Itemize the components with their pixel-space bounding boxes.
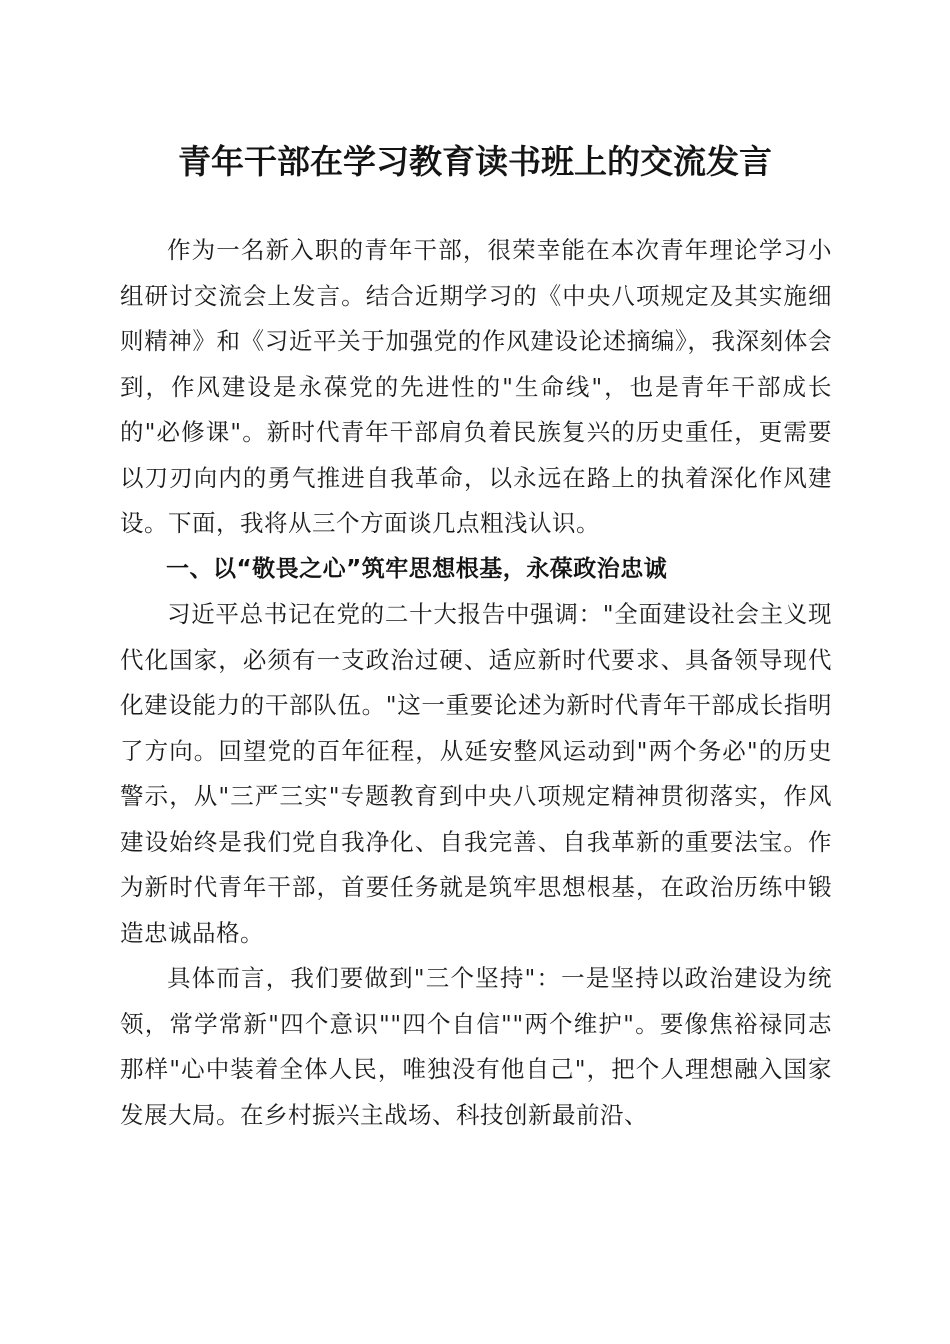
- paragraph-section1-1: 习近平总书记在党的二十大报告中强调："全面建设社会主义现代化国家，必须有一支政治过硬、适应新时代要求、具备领导现代化建设能力的干部队伍。"这一重要论述为新时代青年干部成长指明了方向。回望党的百年征程，从延安整风运动到"两个务必"的历史警示，从"三严三实"专题教育到中央八项规定精神贯彻落实，作风建设始终是我们党自我净化、自我完善、自我革新的重要法宝。作为新时代青年干部，首要任务就是筑牢思想根基，在政治历练中锻造忠诚品格。: [120, 600, 832, 947]
- document-body: [120, 228, 832, 1138]
- paragraph-section1-2: 具体而言，我们要做到"三个坚持"：一是坚持以政治建设为统领，常学常新"四个意识""四个自信""两个维护"。要像焦裕禄同志那样"心中装着全体人民，唯独没有他自己"，把个人理想融入国家发展大局。在乡村振兴主战场、科技创新最前沿、: [120, 964, 832, 1129]
- section-heading-1: 一、以“敬畏之心”筑牢思想根基，永葆政治忠诚: [166, 555, 668, 582]
- paragraph-intro: 作为一名新入职的青年干部，很荣幸能在本次青年理论学习小组研讨交流会上发言。结合近期学习的《中央八项规定及其实施细则精神》和《习近平关于加强党的作风建设论述摘编》，我深刻体会到，作风建设是永葆党的先进性的"生命线"，也是青年干部成长的"必修课"。新时代青年干部肩负着民族复兴的历史重任，更需要以刀刃向内的勇气推进自我革命，以永远在路上的执着深化作风建设。下面，我将从三个方面谈几点粗浅认识。: [120, 236, 832, 537]
- document-title: 青年干部在学习教育读书班上的交流发言: [178, 142, 772, 181]
